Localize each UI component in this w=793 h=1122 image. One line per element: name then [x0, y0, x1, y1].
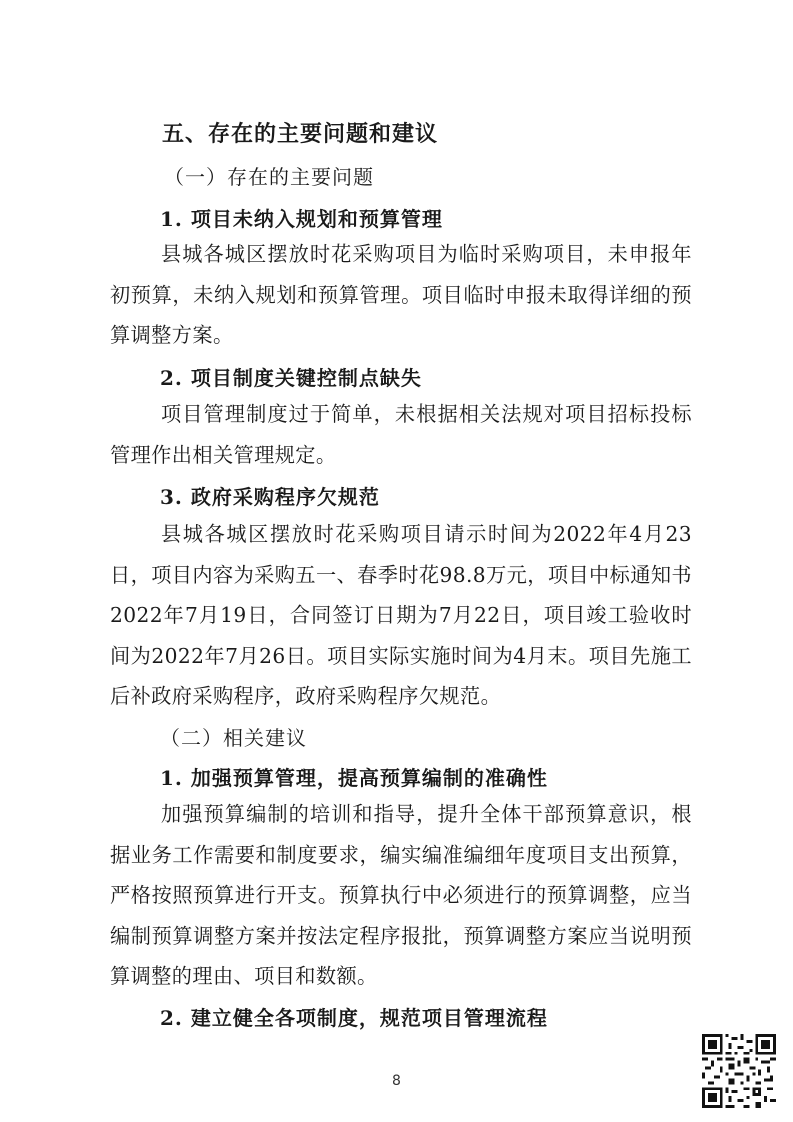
subsection-title-suggestions: （二）相关建议	[160, 726, 307, 750]
subsection-title-problems: （一）存在的主要问题	[164, 165, 374, 189]
page-number: 8	[392, 1073, 401, 1089]
suggestion-2-title: 2. 建立健全各项制度，规范项目管理流程	[160, 1006, 548, 1030]
item-1-title: 1. 项目未纳入规划和预算管理	[160, 207, 443, 231]
item-1-paragraph: 县城各城区摆放时花采购项目为临时采购项目，未申报年初预算，未纳入规划和预算管理。项目临时申报未取得详细的预算调整方案。	[110, 242, 692, 347]
item-2-title: 2. 项目制度关键控制点缺失	[160, 366, 422, 390]
item-2-paragraph: 项目管理制度过于简单，未根据相关法规对项目招标投标管理作出相关管理规定。	[110, 402, 692, 467]
item-3-paragraph: 县城各城区摆放时花采购项目请示时间为2022年4月23日，项目内容为采购五一、春季时花98.8万元，项目中标通知书2022年7月19日，合同签订日期为7月22日，项目竣工验收时间为2022年7月26日。项目实际实施时间为4月末。项目先施工后补政府采购程序，政府采购程序欠规范。	[110, 522, 692, 708]
section-title: 五、存在的主要问题和建议	[162, 121, 439, 147]
item-3-title: 3. 政府采购程序欠规范	[160, 485, 380, 509]
suggestion-1-title: 1. 加强预算管理，提高预算编制的准确性	[160, 766, 548, 790]
qr-code-icon	[702, 1034, 776, 1108]
suggestion-1-paragraph: 加强预算编制的培训和指导，提升全体干部预算意识，根据业务工作需要和制度要求，编实编准编细年度项目支出预算，严格按照预算进行开支。预算执行中必须进行的预算调整，应当编制预算调整方案并按法定程序报批，预算调整方案应当说明预算调整的理由、项目和数额。	[110, 802, 692, 988]
